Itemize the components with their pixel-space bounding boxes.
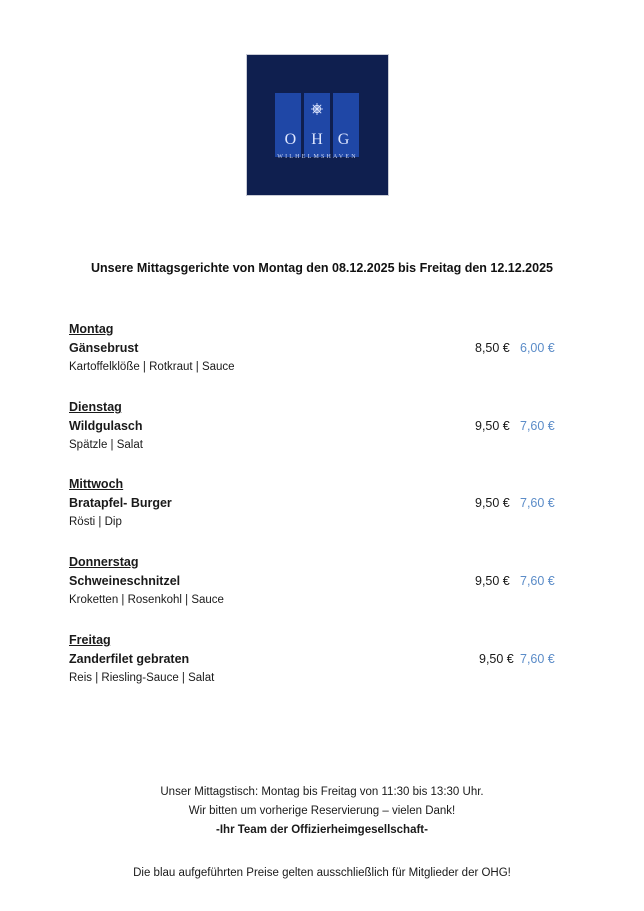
- member-price-note: Die blau aufgeführten Preise gelten ausschließlich für Mitglieder der OHG!: [133, 867, 511, 879]
- member-price: 7,60 €: [520, 652, 555, 666]
- menu-day-mittwoch: [69, 475, 569, 531]
- dish-name: Schweineschnitzel: [69, 574, 181, 588]
- dish-sides: Rösti | Dip: [69, 516, 122, 528]
- dish-name: Bratapfel- Burger: [69, 496, 172, 510]
- day-name: Mittwoch: [69, 477, 124, 491]
- dish-sides: Spätzle | Salat: [69, 439, 143, 451]
- dish-name: Gänsebrust: [69, 341, 139, 355]
- menu-day-montag: [69, 320, 569, 376]
- day-name: Donnerstag: [69, 555, 139, 569]
- menu-day-dienstag: [69, 398, 569, 454]
- reservation-note: Wir bitten um vorherige Reservierung – vielen Dank!: [188, 805, 456, 817]
- ohg-logo: [246, 54, 389, 196]
- menu-day-freitag: [69, 631, 569, 687]
- member-price: 7,60 €: [520, 496, 555, 510]
- regular-price: 9,50 €: [475, 419, 510, 433]
- menu-heading: Unsere Mittagsgerichte von Montag den 08.12.2025 bis Freitag den 12.12.2025: [91, 261, 553, 275]
- member-price: 7,60 €: [520, 419, 555, 433]
- dish-sides: Reis | Riesling-Sauce | Salat: [69, 672, 215, 684]
- dish-sides: Kartoffelklöße | Rotkraut | Sauce: [69, 361, 235, 373]
- logo-letters: OHG: [284, 131, 365, 148]
- day-name: Montag: [69, 322, 114, 336]
- day-name: Dienstag: [69, 400, 122, 414]
- dish-name: Zanderfilet gebraten: [69, 652, 190, 666]
- day-name: Freitag: [69, 633, 111, 647]
- regular-price: 9,50 €: [475, 496, 510, 510]
- dish-name: Wildgulasch: [69, 419, 143, 433]
- regular-price: 9,50 €: [475, 574, 510, 588]
- ship-wheel-icon: [310, 102, 324, 116]
- menu-day-donnerstag: [69, 553, 569, 609]
- opening-hours: Unser Mittagstisch: Montag bis Freitag von 11:30 bis 13:30 Uhr.: [160, 786, 484, 798]
- dish-sides: Kroketten | Rosenkohl | Sauce: [69, 594, 224, 606]
- regular-price: 9,50 €: [479, 652, 514, 666]
- member-price: 7,60 €: [520, 574, 555, 588]
- team-signature: -Ihr Team der Offizierheimgesellschaft-: [216, 824, 428, 836]
- regular-price: 8,50 €: [475, 341, 510, 355]
- logo-subtitle: WILHELMSHAVEN: [277, 154, 358, 160]
- member-price: 6,00 €: [520, 341, 555, 355]
